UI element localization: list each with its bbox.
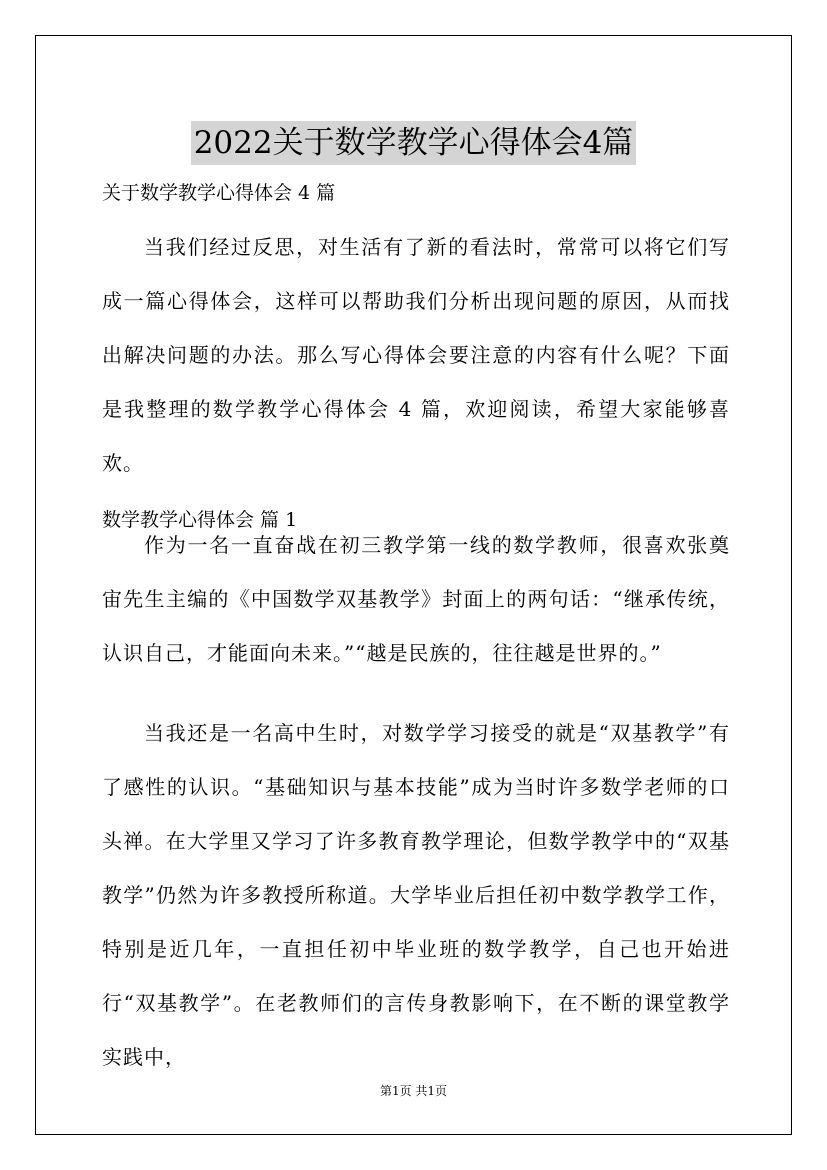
body-paragraph-1: 作为一名一直奋战在初三教学第一线的数学教师，很喜欢张奠宙先生主编的《中国数学双基教学》封面上的两句话：“继承传统，认识自己，才能面向未来。”“越是民族的，往往越是世界的。” [102, 533, 730, 665]
body-paragraph-2: 当我还是一名高中生时，对数学学习接受的就是“双基教学”有了感性的认识。“基础知识与基本技能”成为当时许多数学老师的口头禅。在大学里又学习了许多教育教学理论，但数学教学中的“双基教学”仍然为许多教授所称道。大学毕业后担任初中数学教学工作，特别是近几年，一直担任初中毕业班的数学教学，自己也开始进行“双基教学”。在老教师们的言传身教影响下，在不断的课堂教学实践中， [102, 721, 730, 1069]
page-footer: 第1页 共1页 [379, 1084, 448, 1098]
document-subtitle: 关于数学教学心得体会 4 篇 [102, 182, 336, 204]
document-title: 2022关于数学教学心得体会4篇 [191, 121, 637, 165]
intro-paragraph: 当我们经过反思，对生活有了新的看法时，常常可以将它们写成一篇心得体会，这样可以帮助我们分析出现问题的原因，从而找出解决问题的办法。那么写心得体会要注意的内容有什么呢？下面是我整理的数学教学心得体会 4 篇，欢迎阅读，希望大家能够喜欢。 [102, 235, 730, 475]
title-container [0, 100, 827, 186]
section-heading: 数学教学心得体会 篇 1 [102, 509, 298, 531]
